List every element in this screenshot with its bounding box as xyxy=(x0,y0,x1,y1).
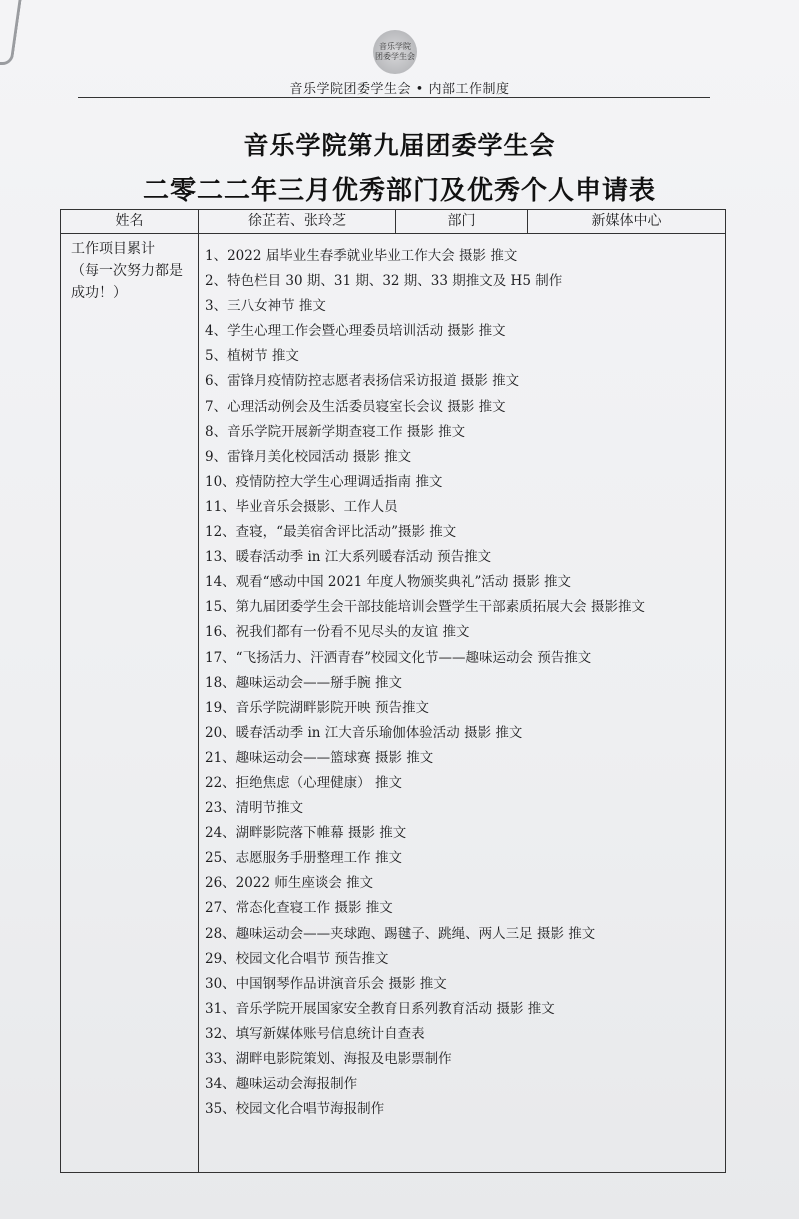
document-header: 音乐学院团委学生会 • 内部工作制度 xyxy=(289,82,510,97)
work-item: 25、志愿服务手册整理工作 推文 xyxy=(205,850,402,867)
work-note: （每一次努力都是成功！） xyxy=(71,263,183,301)
work-items-cell xyxy=(199,234,726,1173)
work-item: 21、趣味运动会——篮球赛 摄影 推文 xyxy=(205,749,434,766)
form-body-row xyxy=(61,234,726,1173)
dept-value-cell: 新媒体中心 xyxy=(528,210,726,234)
school-logo xyxy=(373,30,417,74)
work-item: 19、音乐学院湖畔影院开映 预告推文 xyxy=(205,699,429,716)
work-item: 26、2022 师生座谈会 推文 xyxy=(205,875,374,892)
work-item: 24、湖畔影院落下帷幕 摄影 推文 xyxy=(205,825,407,842)
header-divider xyxy=(78,97,710,98)
logo-line-1: 音乐学院 xyxy=(379,42,411,51)
work-item: 29、校园文化合唱节 预告推文 xyxy=(205,950,389,967)
work-item: 34、趣味运动会海报制作 xyxy=(205,1076,358,1093)
document-subtitle: 二零二二年三月优秀部门及优秀个人申请表 xyxy=(142,176,656,206)
work-item: 15、第九届团委学生会干部技能培训会暨学生干部素质拓展大会 摄影推文 xyxy=(205,599,645,616)
work-label: 工作项目累计 xyxy=(71,241,155,257)
work-item: 17、“飞扬活力、汗洒青春”校园文化节——趣味运动会 预告推文 xyxy=(205,649,592,666)
work-item: 4、学生心理工作会暨心理委员培训活动 摄影 推文 xyxy=(205,323,506,340)
work-item: 22、拒绝焦虑（心理健康） 推文 xyxy=(205,774,402,791)
work-item: 1、2022 届毕业生春季就业毕业工作大会 摄影 推文 xyxy=(205,248,518,264)
work-item: 27、常态化查寝工作 摄影 推文 xyxy=(205,900,393,917)
dept-label-cell: 部门 xyxy=(396,210,528,234)
work-item: 20、暖春活动季 in 江大音乐瑜伽体验活动 摄影 推文 xyxy=(205,724,523,741)
form-header-row xyxy=(61,210,726,234)
name-label-cell: 姓名 xyxy=(61,210,199,234)
work-item: 35、校园文化合唱节海报制作 xyxy=(205,1101,385,1118)
work-item: 5、植树节 推文 xyxy=(205,348,299,365)
binder-clip xyxy=(0,0,22,65)
work-item: 18、趣味运动会——掰手腕 推文 xyxy=(205,674,402,691)
name-value-cell: 徐芷若、张玲芝 xyxy=(199,210,396,234)
work-item: 12、查寝，“最美宿舍评比活动”摄影 推文 xyxy=(205,524,457,541)
logo-line-2: 团委学生会 xyxy=(375,52,415,61)
application-form-table xyxy=(60,209,726,1173)
work-item: 6、雷锋月疫情防控志愿者表扬信采访报道 摄影 推文 xyxy=(205,373,520,390)
work-item: 13、暖春活动季 in 江大系列暖春活动 预告推文 xyxy=(205,549,492,566)
work-item: 11、毕业音乐会摄影、工作人员 xyxy=(205,498,398,515)
work-item: 31、音乐学院开展国家安全教育日系列教育活动 摄影 推文 xyxy=(205,1000,555,1017)
work-item: 28、趣味运动会——夹球跑、踢毽子、跳绳、两人三足 摄影 推文 xyxy=(205,925,596,942)
work-item: 3、三八女神节 推文 xyxy=(205,298,326,315)
work-item: 14、观看“感动中国 2021 年度人物颁奖典礼”活动 摄影 推文 xyxy=(205,574,572,591)
document-title: 音乐学院第九届团委学生会 xyxy=(243,131,556,160)
work-item: 8、音乐学院开展新学期查寝工作 摄影 推文 xyxy=(205,423,466,440)
work-item: 23、清明节推文 xyxy=(205,800,304,817)
work-item: 16、祝我们都有一份看不见尽头的友谊 推文 xyxy=(205,624,470,641)
work-items-list xyxy=(205,244,725,1122)
work-item: 33、湖畔电影院策划、海报及电影票制作 xyxy=(205,1051,452,1067)
work-item: 32、填写新媒体账号信息统计自查表 xyxy=(205,1025,425,1042)
work-item: 7、心理活动例会及生活委员寝室长会议 摄影 推文 xyxy=(205,398,506,415)
work-item: 10、疫情防控大学生心理调适指南 推文 xyxy=(205,473,443,490)
work-item: 30、中国钢琴作品讲演音乐会 摄影 推文 xyxy=(205,975,447,992)
work-label-cell xyxy=(61,234,199,1173)
work-item: 2、特色栏目 30 期、31 期、32 期、33 期推文及 H5 制作 xyxy=(205,273,563,290)
work-item: 9、雷锋月美化校园活动 摄影 推文 xyxy=(205,448,412,465)
